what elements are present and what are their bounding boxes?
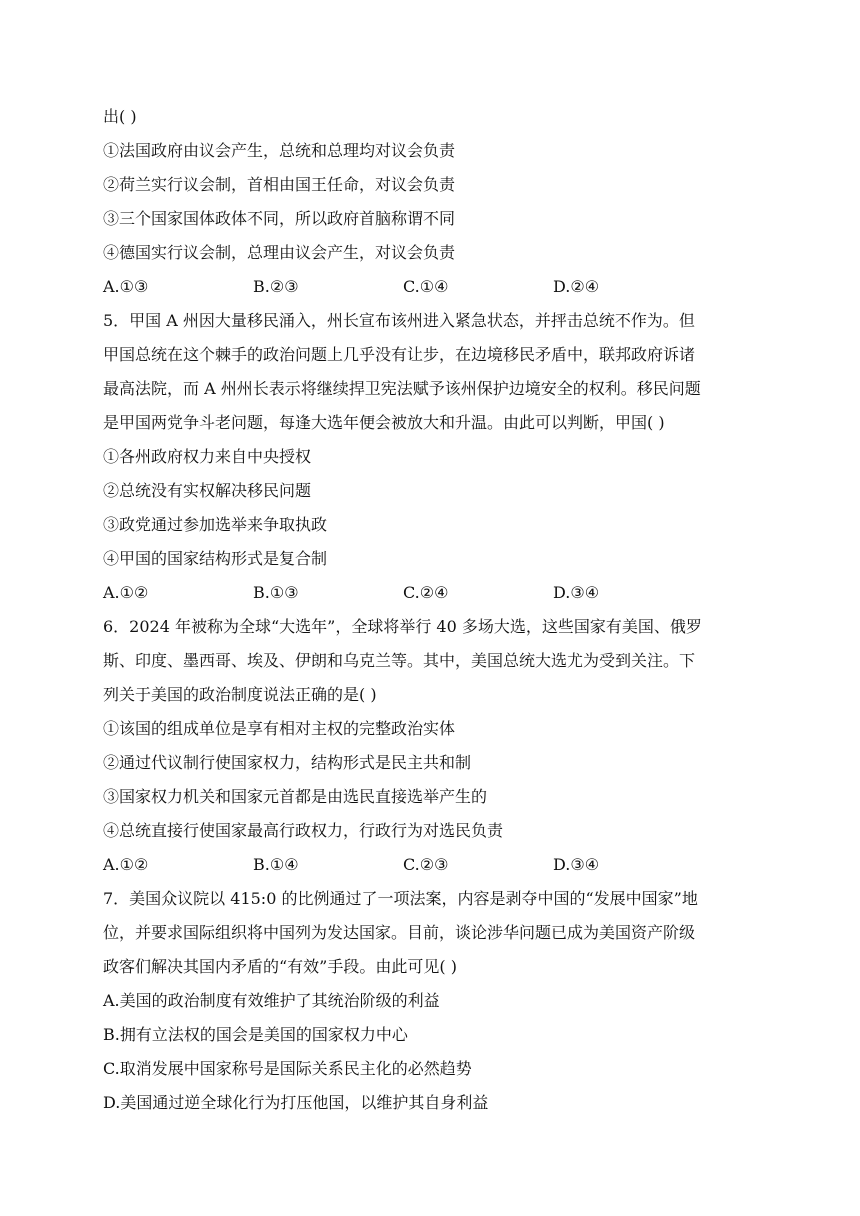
question-5-options [103,576,763,610]
question-7-option-a: A.美国的政治制度有效维护了其统治阶级的利益 [103,991,440,1010]
question-6-item-3: ③国家权力机关和国家元首都是由选民直接选举产生的 [103,787,488,806]
question-4-option-b: B.②③ [253,277,299,296]
question-4-item-4: ④德国实行议会制，总理由议会产生，对议会负责 [103,243,456,262]
question-5-option-a: A.①② [103,583,149,602]
question-7-stem-line-1: 7．美国众议院以 415:0 的比例通过了一项法案，内容是剥夺中国的“发展中国家”地 [103,889,698,908]
question-6-item-4: ④总统直接行使国家最高行政权力，行政行为对选民负责 [103,821,504,840]
question-5-stem-line-4: 是甲国两党争斗老问题，每逢大选年便会被放大和升温。由此可以判断，甲国( ) [103,413,665,432]
question-7-stem-line-2: 位，并要求国际组织将中国列为发达国家。目前，谈论涉华问题已成为美国资产阶级 [103,923,696,942]
question-4 [103,100,763,304]
question-5-option-c: C.②④ [403,583,449,602]
question-6-option-d: D.③④ [553,855,600,874]
question-6-item-2: ②通过代议制行使国家权力，结构形式是民主共和制 [103,753,472,772]
question-7-option-c: C.取消发展中国家称号是国际关系民主化的必然趋势 [103,1059,472,1078]
question-4-item-1: ①法国政府由议会产生，总统和总理均对议会负责 [103,141,456,160]
question-5-item-1: ①各州政府权力来自中央授权 [103,447,312,466]
question-6 [103,610,763,882]
question-4-item-2: ②荷兰实行议会制，首相由国王任命，对议会负责 [103,175,456,194]
question-5-stem-line-2: 甲国总统在这个棘手的政治问题上几乎没有让步，在边境移民矛盾中，联邦政府诉诸 [103,345,696,364]
question-4-options [103,270,763,304]
question-4-option-c: C.①④ [403,277,449,296]
question-4-stem-tail: 出( ) [103,107,137,126]
exam-page [103,100,763,1120]
question-6-stem-line-2: 斯、印度、墨西哥、埃及、伊朗和乌克兰等。其中，美国总统大选尤为受到关注。下 [103,651,696,670]
question-6-options [103,848,763,882]
question-7-option-b: B.拥有立法权的国会是美国的国家权力中心 [103,1025,408,1044]
question-4-option-d: D.②④ [553,277,600,296]
question-4-option-a: A.①③ [103,277,149,296]
question-5 [103,304,763,610]
question-6-stem-line-3: 列关于美国的政治制度说法正确的是( ) [103,685,377,704]
question-7 [103,882,763,1120]
question-6-option-a: A.①② [103,855,149,874]
question-5-item-3: ③政党通过参加选举来争取执政 [103,515,328,534]
question-5-stem-line-1: 5．甲国 A 州因大量移民涌入，州长宣布该州进入紧急状态，并抨击总统不作为。但 [103,311,695,330]
question-5-option-d: D.③④ [553,583,600,602]
question-6-stem-line-1: 6．2024 年被称为全球“大选年”，全球将举行 40 多场大选，这些国家有美国、俄罗 [103,617,702,636]
question-7-stem-line-3: 政客们解决其国内矛盾的“有效”手段。由此可见( ) [103,957,457,976]
question-5-item-2: ②总统没有实权解决移民问题 [103,481,312,500]
question-7-option-d: D.美国通过逆全球化行为打压他国，以维护其自身利益 [103,1093,489,1112]
question-5-item-4: ④甲国的国家结构形式是复合制 [103,549,328,568]
question-5-stem-line-3: 最高法院，而 A 州州长表示将继续捍卫宪法赋予该州保护边境安全的权利。移民问题 [103,379,701,398]
question-4-item-3: ③三个国家国体政体不同，所以政府首脑称谓不同 [103,209,456,228]
question-6-item-1: ①该国的组成单位是享有相对主权的完整政治实体 [103,719,456,738]
question-5-option-b: B.①③ [253,583,299,602]
question-6-option-c: C.②③ [403,855,449,874]
question-6-option-b: B.①④ [253,855,299,874]
